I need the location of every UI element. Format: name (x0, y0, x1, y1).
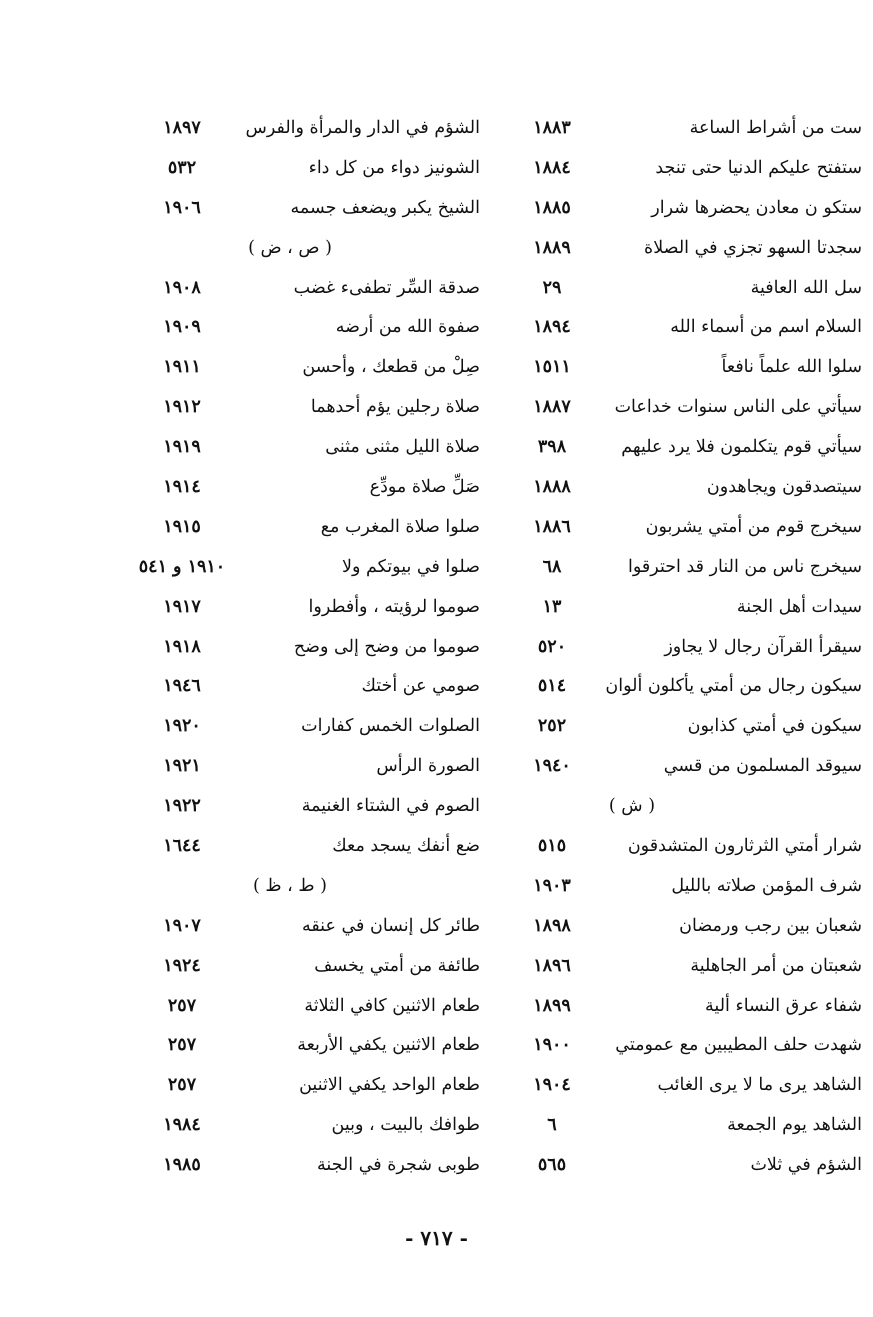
entry-number: ٥٣٢ (167, 157, 197, 178)
entry-text: صومي عن أختك (361, 676, 480, 697)
entry-text: سيقرأ القرآن رجال لا يجاوز (664, 636, 862, 657)
entry-text: ضع أنفك يسجد معك (332, 836, 480, 857)
entry-text: صوموا من وضح إلى وضح (293, 636, 480, 657)
entry-text: سيكون في أمتي كذابون (687, 716, 862, 737)
index-entry (462, 511, 862, 551)
entry-number: ١٩٤٦ (163, 676, 201, 697)
index-entry (130, 272, 480, 312)
entry-number: ١٩٢٠ (163, 716, 201, 737)
entry-number: ١٨٨٣ (533, 118, 571, 138)
entry-number: ١٨٩٨ (533, 915, 571, 936)
entry-number: ١٩٤٠ (533, 756, 571, 777)
index-entry (130, 551, 480, 591)
entry-number: ١٩٠٠ (533, 1035, 571, 1056)
index-entry (462, 1029, 862, 1069)
entry-number: ١٩٢٢ (163, 796, 201, 817)
index-entry (462, 431, 862, 471)
entry-text: الصلوات الخمس كفارات (301, 716, 480, 737)
entry-number: ١٩١١ (163, 357, 201, 378)
entry-text: طعام الواحد يكفي الاثنين (299, 1075, 480, 1096)
entry-text: سيأتي على الناس سنوات خداعات (614, 397, 862, 418)
entry-text: الصوم في الشتاء الغنيمة (301, 796, 480, 817)
entry-number: ١٨٨٥ (533, 197, 571, 218)
index-entry (462, 591, 862, 631)
entry-number: ١٩٢١ (163, 756, 201, 777)
entry-number: ٢٥٢ (537, 716, 567, 737)
entry-number: ١٩٨٤ (163, 1115, 201, 1136)
index-entry (462, 870, 862, 910)
index-entry (462, 910, 862, 950)
index-entry (130, 910, 480, 950)
entry-text: سل الله العافية (750, 277, 862, 298)
entry-text: طعام الاثنين كافي الثلاثة (304, 995, 480, 1016)
entry-text: طوبى شجرة في الجنة (316, 1155, 480, 1176)
section-header-row (462, 790, 862, 830)
entry-text: السلام اسم من أسماء الله (670, 317, 862, 338)
index-entry (130, 710, 480, 750)
entry-number: ١٩٠٨ (163, 277, 201, 298)
entry-number: ٢٥٧ (167, 1035, 197, 1056)
entry-number: ١٩٠٦ (163, 197, 201, 218)
index-entry (462, 1109, 862, 1149)
index-entry (130, 431, 480, 471)
index-entry (130, 351, 480, 391)
entry-text: سيتصدقون ويجاهدون (706, 477, 862, 498)
entry-text: سيخرج قوم من أمتي يشربون (645, 516, 862, 537)
index-entry (130, 750, 480, 790)
index-entry (130, 311, 480, 351)
entry-number: ١٩٠٩ (163, 317, 201, 338)
entry-text: سيدات أهل الجنة (736, 596, 862, 617)
index-entry (462, 950, 862, 990)
index-entry (462, 710, 862, 750)
entry-number: ١٨٨٧ (533, 397, 571, 418)
index-entry (130, 830, 480, 870)
section-header: ( ص ، ض ) (248, 237, 332, 258)
entry-number: ١٩١٨ (163, 636, 201, 657)
entry-number: ١٩١٤ (163, 477, 201, 498)
index-entry (462, 750, 862, 790)
section-header: ( ش ) (608, 796, 656, 817)
entry-text: الشيخ يكبر ويضعف جسمه (290, 197, 480, 218)
entry-number: ١٩٢٤ (163, 955, 201, 976)
index-entry (462, 551, 862, 591)
entry-number: ١٩٠٤ (533, 1075, 571, 1096)
entry-number: ٦ (547, 1115, 557, 1136)
index-entry (462, 152, 862, 192)
entry-text: سيوقد المسلمون من قسي (663, 756, 862, 777)
entry-number: ١٨٩٤ (533, 317, 571, 338)
index-entry (130, 471, 480, 511)
entry-text: طائفة من أمتي يخسف (314, 955, 480, 976)
entry-text: صِلْ من قطعك ، وأحسن (302, 357, 480, 378)
entry-text: ست من أشراط الساعة (689, 118, 862, 138)
entry-number: ١٦٤٤ (163, 836, 201, 857)
index-entry (462, 391, 862, 431)
entry-text: الشاهد يرى ما لا يرى الغائب (657, 1075, 862, 1096)
entry-text: شرف المؤمن صلاته بالليل (671, 875, 862, 896)
index-entry (462, 1149, 862, 1189)
entry-text: الشونيز دواء من كل داء (308, 157, 480, 178)
entry-number: ٦٨ (542, 556, 562, 577)
entry-text: الشؤم في ثلاث (750, 1155, 862, 1176)
entry-text: صَلِّ صلاة مودِّع (369, 477, 480, 498)
entry-number: ٣٩٨ (537, 437, 567, 458)
index-entry (130, 670, 480, 710)
index-entry (462, 311, 862, 351)
index-column-right (462, 112, 862, 1189)
index-entry (130, 631, 480, 671)
section-header: ( ط ، ظ ) (253, 875, 327, 896)
entry-text: صلاة رجلين يؤم أحدهما (310, 397, 480, 418)
index-entry (462, 192, 862, 232)
section-header-row (130, 232, 480, 272)
entry-number: ١٨٩٧ (163, 118, 201, 138)
entry-text: صدقة السِّر تطفىء غضب (293, 277, 480, 298)
entry-text: شعبان بين رجب ورمضان (679, 915, 862, 936)
index-entry (462, 272, 862, 312)
entry-text: شفاء عرق النساء ألية (705, 995, 862, 1016)
entry-text: الصورة الرأس (376, 756, 480, 777)
entry-number: ١٨٨٨ (533, 477, 571, 498)
index-entry (130, 591, 480, 631)
index-entry (130, 1029, 480, 1069)
page-number: - ٧١٧ - (405, 1226, 468, 1250)
entry-number: ١٨٨٩ (533, 237, 571, 258)
entry-text: صلوا صلاة المغرب مع (320, 516, 480, 537)
index-entry (130, 790, 480, 830)
entry-text: سيأتي قوم يتكلمون فلا يرد عليهم (621, 437, 862, 458)
entry-text: شرار أمتي الثرثارون المتشدقون (627, 836, 862, 857)
entry-number: ٢٩ (542, 277, 562, 298)
entry-number: ٥١٥ (537, 836, 567, 857)
index-entry (130, 1069, 480, 1109)
index-entry (462, 1069, 862, 1109)
entry-text: ستفتح عليكم الدنيا حتى تنجد (655, 157, 862, 178)
index-entry (462, 990, 862, 1030)
entry-number: ٢٥٧ (167, 995, 197, 1016)
index-entry (130, 112, 480, 152)
index-entry (462, 112, 862, 152)
entry-number: ١٣ (542, 596, 562, 617)
entry-number: ١٩١٩ (163, 437, 201, 458)
index-entry (462, 471, 862, 511)
index-entry (462, 830, 862, 870)
entry-text: سيكون رجال من أمتي يأكلون ألوان (605, 676, 862, 697)
index-entry (130, 990, 480, 1030)
index-entry (130, 1109, 480, 1149)
entry-text: ستكو ن معادن يحضرها شرار (651, 197, 862, 218)
index-entry (462, 631, 862, 671)
entry-number: ١٩٨٥ (163, 1155, 201, 1176)
entry-number: ١٨٩٦ (533, 955, 571, 976)
entry-number: ١٩١٥ (163, 516, 201, 537)
index-entry (130, 950, 480, 990)
entry-text: طائر كل إنسان في عنقه (301, 915, 480, 936)
entry-text: طعام الاثنين يكفي الأربعة (297, 1035, 480, 1056)
index-entry (462, 670, 862, 710)
entry-text: سلوا الله علماً نافعاً (721, 357, 862, 378)
entry-text: الشؤم في الدار والمرأة والفرس (245, 118, 480, 138)
entry-number: ١٥١١ (533, 357, 571, 378)
entry-number: ١٩٠٧ (163, 915, 201, 936)
entry-text: سجدتا السهو تجزي في الصلاة (644, 237, 862, 258)
entry-number: ٥٢٠ (537, 636, 567, 657)
entry-text: سيخرج ناس من النار قد احترقوا (628, 556, 862, 577)
index-entry (130, 511, 480, 551)
entry-text: شعبتان من أمر الجاهلية (690, 955, 862, 976)
entry-number: ١٩١٠ و ٥٤١ (138, 556, 226, 577)
entry-number: ٢٥٧ (167, 1075, 197, 1096)
entry-text: طوافك بالبيت ، وبين (331, 1115, 480, 1136)
entry-text: صوموا لرؤيته ، وأفطروا (308, 596, 480, 617)
index-entry (130, 152, 480, 192)
entry-number: ١٩٠٣ (533, 875, 571, 896)
section-header-row (130, 870, 480, 910)
index-entry (130, 391, 480, 431)
entry-text: صلوا في بيوتكم ولا (341, 556, 480, 577)
entry-number: ٥١٤ (537, 676, 567, 697)
entry-text: صفوة الله من أرضه (335, 317, 480, 338)
entry-text: الشاهد يوم الجمعة (727, 1115, 862, 1136)
entry-number: ١٩١٢ (163, 397, 201, 418)
index-entry (130, 1149, 480, 1189)
index-entry (462, 351, 862, 391)
index-entry (130, 192, 480, 232)
entry-number: ٥٦٥ (537, 1155, 567, 1176)
entry-number: ١٨٩٩ (533, 995, 571, 1016)
index-column-left (130, 112, 480, 1189)
entry-number: ١٩١٧ (163, 596, 201, 617)
entry-number: ١٨٨٤ (533, 157, 571, 178)
entry-number: ١٨٨٦ (533, 516, 571, 537)
index-entry (462, 232, 862, 272)
entry-text: صلاة الليل مثنى مثنى (325, 437, 480, 458)
entry-text: شهدت حلف المطيبين مع عمومتي (615, 1035, 862, 1056)
